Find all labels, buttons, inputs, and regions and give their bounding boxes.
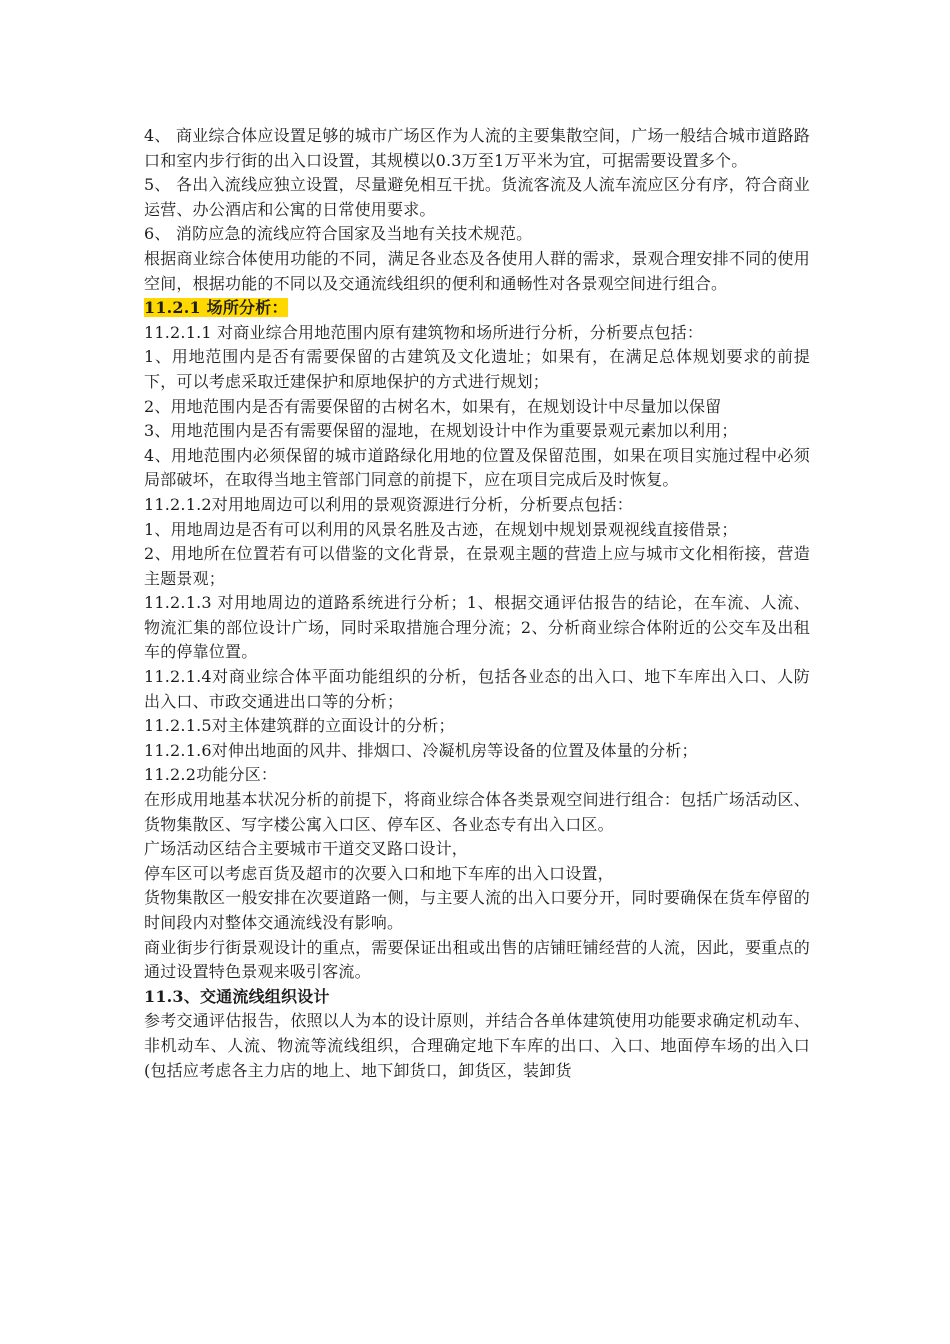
paragraph-item-6: 6、 消防应急的流线应符合国家及当地有关技术规范。 (144, 224, 533, 244)
heading-11-3: 11.3、交通流线组织设计 (144, 986, 330, 1006)
paragraph-list-item: 1、用地周边是否有可以利用的风景名胜及古迹，在规划中规划景观视线直接借景； (144, 519, 738, 539)
paragraph-list-item: 2、用地范围内是否有需要保留的古树名木，如果有，在规划设计中尽量加以保留 (144, 396, 722, 416)
heading-11-2-1 (144, 296, 810, 321)
paragraph-traffic-design: 参考交通评估报告，依照以人为本的设计原则，并结合各单体建筑使用功能要求确定机动车、非机动车、人流、物流等流线组织，合理确定地下车库的出口、入口、地面停车场的出入口(包括应考虑各主力店的地上、地下卸货口，卸货区，装卸货 (144, 1011, 810, 1080)
paragraph-11-2-1-1: 11.2.1.1 对商业综合用地范围内原有建筑物和场所进行分析，分析要点包括： (144, 322, 704, 342)
paragraph-function-zones: 在形成用地基本状况分析的前提下，将商业综合体各类景观空间进行组合：包括广场活动区、货物集散区、写字楼公寓入口区、停车区、各业态专有出入口区。 (144, 790, 810, 834)
paragraph-11-2-1-4: 11.2.1.4对商业综合体平面功能组织的分析，包括各业态的出入口、地下车库出入口、人防出入口、市政交通进出口等的分析； (144, 667, 810, 711)
paragraph-item-4: 4、 商业综合体应设置足够的城市广场区作为人流的主要集散空间，广场一般结合城市道路路口和室内步行街的出入口设置，其规模以0.3万至1万平米为宜，可据需要设置多个。 (144, 126, 810, 170)
paragraph-pedestrian-street: 商业街步行街景观设计的重点，需要保证出租或出售的店铺旺铺经营的人流，因此，要重点的通过设置特色景观来吸引客流。 (144, 937, 810, 982)
paragraph-11-2-1-5: 11.2.1.5对主体建筑群的立面设计的分析； (144, 716, 455, 736)
paragraph-item-5: 5、 各出入流线应独立设置，尽量避免相互干扰。货流客流及人流车流应区分有序，符合商业运营、办公酒店和公寓的日常使用要求。 (144, 175, 810, 219)
heading-11-2-2: 11.2.2功能分区： (144, 765, 278, 785)
paragraph-11-2-1-6: 11.2.1.6对伸出地面的风井、排烟口、冷凝机房等设备的位置及体量的分析； (144, 740, 698, 760)
paragraph-intro: 根据商业综合体使用功能的不同，满足各业态及各使用人群的需求，景观合理安排不同的使用空间，根据功能的不同以及交通流线组织的便利和通畅性对各景观空间进行组合。 (144, 248, 810, 293)
paragraph-list-item: 3、用地范围内是否有需要保留的湿地，在规划设计中作为重要景观元素加以利用； (144, 421, 738, 441)
paragraph-parking-zone: 停车区可以考虑百货及超市的次要入口和地下车库的出入口设置， (144, 863, 614, 883)
paragraph-list-item: 2、用地所在位置若有可以借鉴的文化背景，在景观主题的营造上应与城市文化相衔接，营造主题景观； (144, 544, 810, 588)
paragraph-plaza-zone: 广场活动区结合主要城市干道交叉路口设计， (144, 839, 469, 859)
paragraph-list-item: 1、用地范围内是否有需要保留的古建筑及文化遗址；如果有，在满足总体规划要求的前提下，可以考虑采取迁建保护和原地保护的方式进行规划； (144, 347, 810, 391)
paragraph-list-item: 4、用地范围内必须保留的城市道路绿化用地的位置及保留范围，如果在项目实施过程中必须局部破坏，在取得当地主管部门同意的前提下，应在项目完成后及时恢复。 (144, 445, 810, 490)
paragraph-11-2-1-3: 11.2.1.3 对用地周边的道路系统进行分析；1、根据交通评估报告的结论，在车流、人流、物流汇集的部位设计广场，同时采取措施合理分流；2、分析商业综合体附近的公交车及出租车的停靠位置。 (144, 593, 810, 662)
document-page (144, 124, 810, 1083)
paragraph-cargo-zone: 货物集散区一般安排在次要道路一侧，与主要人流的出入口要分开，同时要确保在货车停留的时间段内对整体交通流线没有影响。 (144, 888, 810, 932)
heading-11-2-1-text: 11.2.1 场所分析： (144, 298, 288, 318)
paragraph-11-2-1-2: 11.2.1.2对用地周边可以利用的景观资源进行分析，分析要点包括： (144, 494, 633, 514)
